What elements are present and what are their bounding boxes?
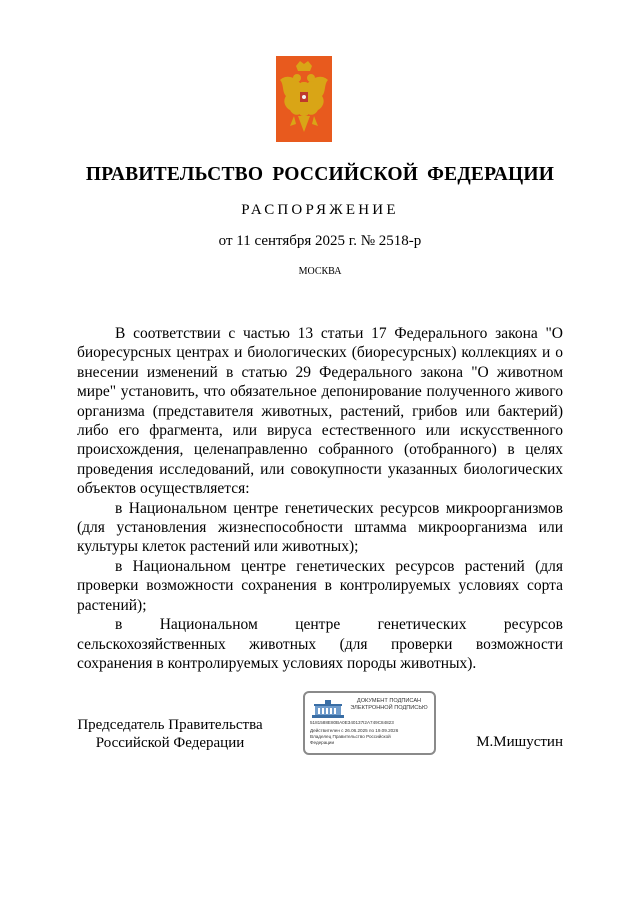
signatory-position-line1: Председатель Правительства: [77, 717, 263, 733]
stamp-certificate: 5181588E80BA0E340137I2A749C84823: [310, 720, 394, 725]
stamp-owner-line2: Федерации: [310, 740, 335, 745]
stamp-header-line2: ЭЛЕКТРОННОЙ ПОДПИСЬЮ: [350, 705, 428, 711]
signatory-position: [77, 716, 263, 752]
building-roof: [314, 704, 342, 706]
paragraph-animals: в Национальном центре генетических ресурсов сельскохозяйственных животных (для проверки возможности сохранения в контролируемых условиях породы животных).: [77, 616, 563, 672]
paragraph-intro: В соответствии с частью 13 статьи 17 Федерального закона "О биоресурсных центрах и биологических (биоресурсных) коллекциях и о внесении изменений в статью 29 Федерального закона "О животном мире" установить, что обязательное депонирование полученного живого организма (представителя животных, растений, грибов или бактерий) либо его фрагмента, или вируса естественного или искусственного происхождения, целенаправленно собранного (отобранного) в целях проведения исследований, или совокупности указанных биологических объектов осуществляется:: [77, 325, 563, 498]
coat-of-arms-icon: [276, 56, 332, 142]
building-tower: [325, 700, 331, 704]
document-type: РАСПОРЯЖЕНИЕ: [241, 202, 399, 218]
emblem-right-head: [307, 74, 315, 82]
stamp-owner-line1: Владелец Правительство Российской: [310, 734, 391, 739]
government-building-icon: [311, 699, 345, 719]
emblem-rider: [302, 95, 306, 99]
document-city: МОСКВА: [298, 266, 342, 277]
government-title: ПРАВИТЕЛЬСТВО РОССИЙСКОЙ ФЕДЕРАЦИИ: [85, 164, 555, 185]
building-base: [312, 715, 344, 718]
stamp-header-line1: ДОКУМЕНТ ПОДПИСАН: [356, 698, 422, 704]
stamp-validity: Действителен с 26.06.2025 по 19.09.2026: [310, 728, 399, 733]
paragraph-plants: в Национальном центре генетических ресурсов растений (для проверки возможности сохранения в контролируемых условиях сорта растений);: [77, 557, 563, 614]
stamp-header: [347, 698, 431, 712]
paragraph-microorganisms: в Национальном центре генетических ресурсов микроорганизмов (для установления жизнеспособности штамма микроорганизма или культуры клеток растений или животных);: [77, 499, 563, 556]
emblem-left-head: [293, 74, 301, 82]
document-date-number: от 11 сентября 2025 г. № 2518-р: [218, 233, 422, 249]
signatory-position-line2: Российской Федерации: [95, 735, 245, 751]
e-signature-stamp: [303, 691, 436, 755]
signatory-name: М.Мишустин: [476, 734, 563, 750]
document-body: [77, 324, 563, 673]
